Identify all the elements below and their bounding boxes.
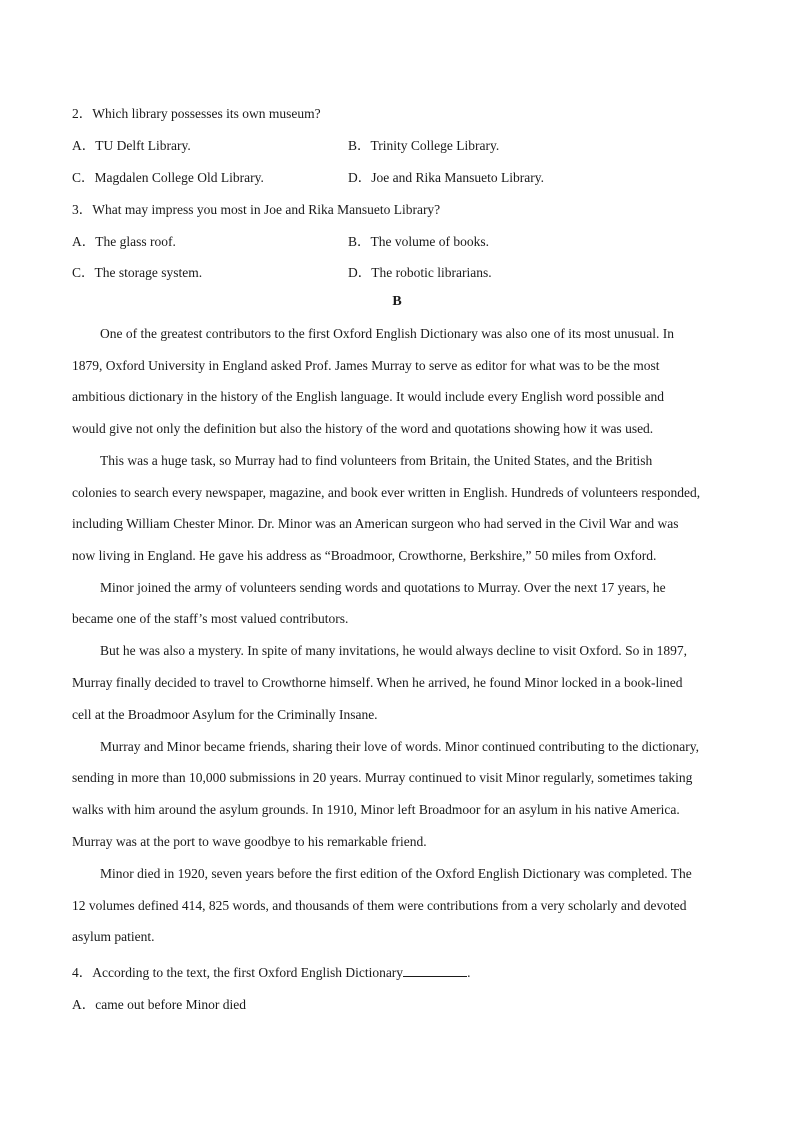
- passage-line: Minor joined the army of volunteers sending words and quotations to Murray. Over the next 17 years, he: [100, 580, 666, 595]
- passage-line: including William Chester Minor. Dr. Minor was an American surgeon who had served in the Civil War and was: [72, 516, 679, 531]
- passage-line: Murray was at the port to wave goodbye to his remarkable friend.: [72, 834, 427, 849]
- passage-line: ambitious dictionary in the history of the English language. It would include every English word possible and: [72, 389, 665, 404]
- question-3-stem: 3．What may impress you most in Joe and Rika Mansueto Library?: [72, 202, 441, 217]
- passage-line: 1879, Oxford University in England asked Prof. James Murray to serve as editor for what was to be the most: [72, 358, 660, 373]
- question-4-stem: [72, 961, 470, 981]
- question-3-option-b: B．The volume of books.: [348, 234, 489, 249]
- passage-line: became one of the staff’s most valued contributors.: [72, 611, 349, 626]
- answer-blank: [403, 964, 467, 977]
- passage-line: Murray and Minor became friends, sharing their love of words. Minor continued contributing to the dictionary,: [100, 739, 699, 754]
- question-2-option-c: C．Magdalen College Old Library.: [72, 170, 264, 185]
- passage-line: 12 volumes defined 414, 825 words, and thousands of them were contributions from a very scholarly and devoted: [72, 898, 687, 913]
- question-2-option-b: B．Trinity College Library.: [348, 138, 500, 153]
- question-2-option-a: A．TU Delft Library.: [72, 138, 191, 153]
- question-3-option-c: C．The storage system.: [72, 265, 203, 280]
- question-4-stem-end: .: [467, 965, 471, 980]
- question-3-option-d: D．The robotic librarians.: [348, 265, 492, 280]
- passage-line: now living in England. He gave his address as “Broadmoor, Crowthorne, Berkshire,” 50 miles from Oxford.: [72, 548, 657, 563]
- passage-line: would give not only the definition but also the history of the word and quotations showing how it was used.: [72, 421, 654, 436]
- passage-line: colonies to search every newspaper, magazine, and book ever written in English. Hundreds of volunteers responded,: [72, 485, 701, 500]
- passage-line: One of the greatest contributors to the first Oxford English Dictionary was also one of its most unusual. In: [100, 326, 675, 341]
- question-3-option-a: A．The glass roof.: [72, 234, 176, 249]
- passage-line: This was a huge task, so Murray had to find volunteers from Britain, the United States, and the British: [100, 453, 653, 468]
- passage-line: cell at the Broadmoor Asylum for the Criminally Insane.: [72, 707, 378, 722]
- passage-line: sending in more than 10,000 submissions in 20 years. Murray continued to visit Minor regularly, sometimes taking: [72, 770, 693, 785]
- passage-line: Minor died in 1920, seven years before the first edition of the Oxford English Dictionary was completed. The: [100, 866, 692, 881]
- section-heading: B: [392, 294, 402, 309]
- question-2-stem: 2．Which library possesses its own museum?: [72, 106, 321, 121]
- question-2-option-d: D．Joe and Rika Mansueto Library.: [348, 170, 544, 185]
- passage-line: But he was also a mystery. In spite of many invitations, he would always decline to visit Oxford. So in 1897,: [100, 643, 688, 658]
- passage-line: walks with him around the asylum grounds. In 1910, Minor left Broadmoor for an asylum in his native America.: [72, 802, 680, 817]
- passage-line: asylum patient.: [72, 929, 155, 944]
- passage-line: Murray finally decided to travel to Crowthorne himself. When he arrived, he found Minor locked in a book-lined: [72, 675, 683, 690]
- question-4-option-a: A．came out before Minor died: [72, 997, 246, 1012]
- question-4-stem-text: 4．According to the text, the first Oxford English Dictionary: [72, 965, 404, 980]
